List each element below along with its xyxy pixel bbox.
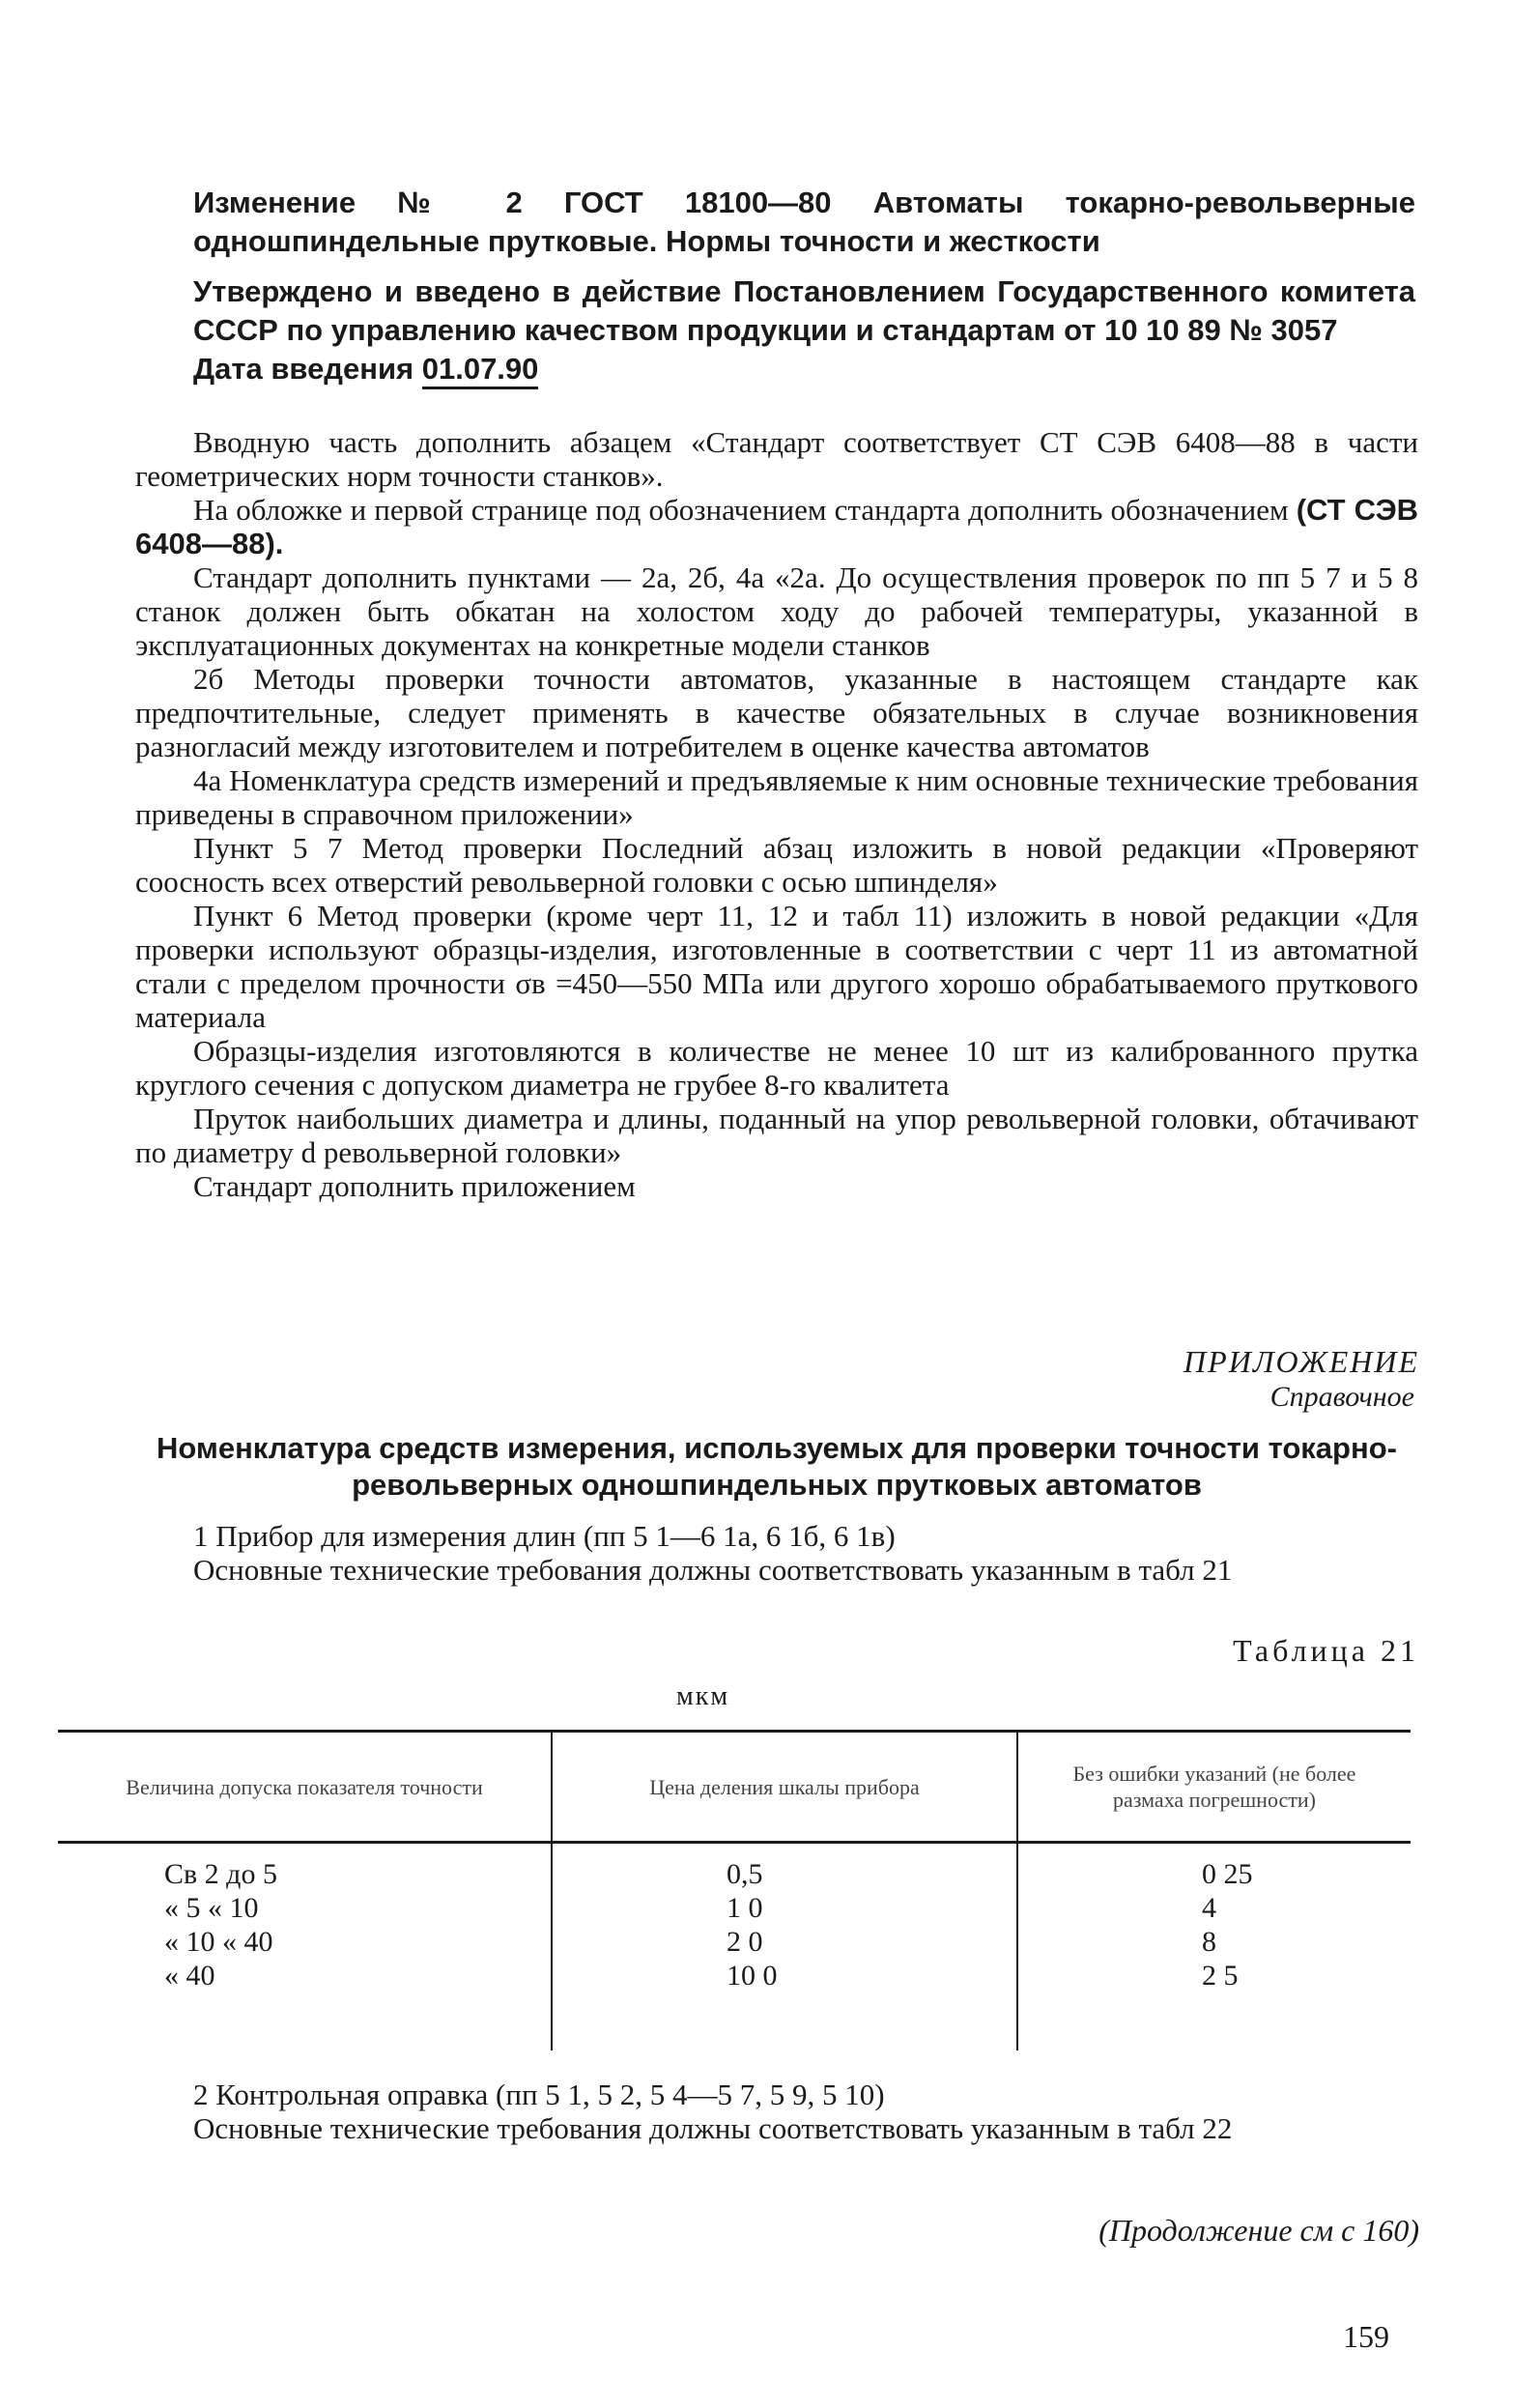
table-cell bbox=[58, 1843, 552, 2051]
table-cell bbox=[552, 1843, 1017, 2051]
cell-line: 2 0 bbox=[727, 1926, 763, 1958]
amendment-title: Изменение № 2 ГОСТ 18100—80 Автоматы токарно-револьверные одношпиндельные прутковые. Нормы точности и жесткости bbox=[193, 186, 1415, 258]
paragraph: Пункт 5 7 Метод проверки Последний абзац изложить в новой редакции «Проверяют соосность всех отверстий револьверной головки с осью шпинделя» bbox=[135, 831, 1418, 899]
item-2-requirements: Основные технические требования должны соответствовать указанным в табл 22 bbox=[193, 2111, 1233, 2145]
appendix-sublabel: Справочное bbox=[1269, 1381, 1414, 1413]
appendix-item-1 bbox=[135, 1519, 1418, 1587]
appendix-item-2 bbox=[135, 2078, 1418, 2145]
amendment-body bbox=[135, 425, 1418, 1203]
cell-line: 4 bbox=[1202, 1892, 1216, 1924]
item-1-heading: 1 Прибор для измерения длин (пп 5 1—6 1а, 6 1б, 6 1в) bbox=[193, 1519, 896, 1553]
paragraph: На обложке и первой странице под обозначением стандарта дополнить обозначением (СТ СЭВ 6408—88). bbox=[135, 493, 1419, 560]
tolerance-table bbox=[58, 1730, 1411, 2050]
cell-line: 0,5 bbox=[727, 1858, 763, 1890]
cell-line: 10 0 bbox=[727, 1960, 778, 1992]
table-row bbox=[58, 1843, 1411, 2051]
approval-block bbox=[193, 272, 1415, 388]
table-header: Величина допуска показателя точности bbox=[58, 1732, 552, 1843]
cell-line: Св 2 до 5 bbox=[164, 1858, 277, 1890]
effective-date-value: 01.07.90 bbox=[422, 352, 539, 389]
approval-text: Утверждено и введено в действие Постановлением Государственного комитета СССР по управлению качеством продукции и стандартам от 10 10 89 № 3057 bbox=[193, 274, 1415, 347]
paragraph: Образцы-изделия изготовляются в количестве не менее 10 шт из калиброванного прутка круглого сечения с допуском диаметра не грубее 8-го квалитета bbox=[135, 1034, 1418, 1102]
table-unit: мкм bbox=[676, 1681, 730, 1711]
effective-date bbox=[193, 350, 1415, 388]
cell-line: « 40 bbox=[164, 1960, 215, 1992]
table-header: Без ошибки указаний (не более размаха погрешности) bbox=[1017, 1732, 1411, 1843]
paragraph: Вводную часть дополнить абзацем «Стандарт соответствует СТ СЭВ 6408—88 в части геометрических норм точности станков». bbox=[135, 425, 1418, 493]
cell-line: 0 25 bbox=[1202, 1858, 1253, 1890]
item-2-heading: 2 Контрольная оправка (пп 5 1, 5 2, 5 4—5 7, 5 9, 5 10) bbox=[193, 2078, 885, 2111]
table-caption: Таблица 21 bbox=[1233, 1633, 1419, 1668]
table-header-row bbox=[58, 1732, 1411, 1843]
designation-bold: (СТ СЭВ 6408—88). bbox=[135, 493, 1419, 560]
cell-line: 8 bbox=[1202, 1926, 1216, 1958]
paragraph: 4а Номенклатура средств измерений и предъявляемые к ним основные технические требования приведены в справочном приложении» bbox=[135, 763, 1418, 831]
page-number: 159 bbox=[1343, 2319, 1389, 2354]
paragraph: Стандарт дополнить приложением bbox=[193, 1169, 636, 1203]
table-cell bbox=[1017, 1843, 1411, 2051]
cell-line: « 10 « 40 bbox=[164, 1926, 273, 1958]
cell-line: « 5 « 10 bbox=[164, 1892, 259, 1924]
appendix-title: Номенклатура средств измерения, используемых для проверки точности токарно-револьверных одношпиндельных прутковых автоматов bbox=[157, 1431, 1397, 1502]
paragraph: 2б Методы проверки точности автоматов, указанные в настоящем стандарте как предпочтительные, следует применять в качестве обязательных в случае возникновения разногласий между изготовителем и потребителем в оценке качества автоматов bbox=[135, 662, 1418, 763]
continuation-note: (Продолжение см с 160) bbox=[1098, 2213, 1419, 2248]
paragraph: Стандарт дополнить пунктами — 2а, 2б, 4а «2а. До осуществления проверок по пп 5 7 и 5 8 станок должен быть обкатан на холостом ходу до рабочей температуры, указанной в эксплуатационных документах на конкретные модели станков bbox=[135, 560, 1418, 662]
effective-date-label: Дата введения bbox=[193, 352, 414, 386]
table-header: Цена деления шкалы прибора bbox=[552, 1732, 1017, 1843]
cell-line: 1 0 bbox=[727, 1892, 763, 1924]
paragraph: Пруток наибольших диаметра и длины, поданный на упор револьверной головки, обтачивают по диаметру d револьверной головки» bbox=[135, 1102, 1418, 1169]
item-1-requirements: Основные технические требования должны соответствовать указанным в табл 21 bbox=[193, 1553, 1233, 1587]
appendix-label: ПРИЛОЖЕНИЕ bbox=[1184, 1344, 1419, 1379]
paragraph: Пункт 6 Метод проверки (кроме черт 11, 12 и табл 11) изложить в новой редакции «Для проверки используют образцы-изделия, изготовленные в соответствии с черт 11 из автоматной стали с пределом прочности σв =450—550 МПа или другого хорошо обрабатываемого пруткового материала bbox=[135, 899, 1418, 1034]
cell-line: 2 5 bbox=[1202, 1960, 1239, 1992]
